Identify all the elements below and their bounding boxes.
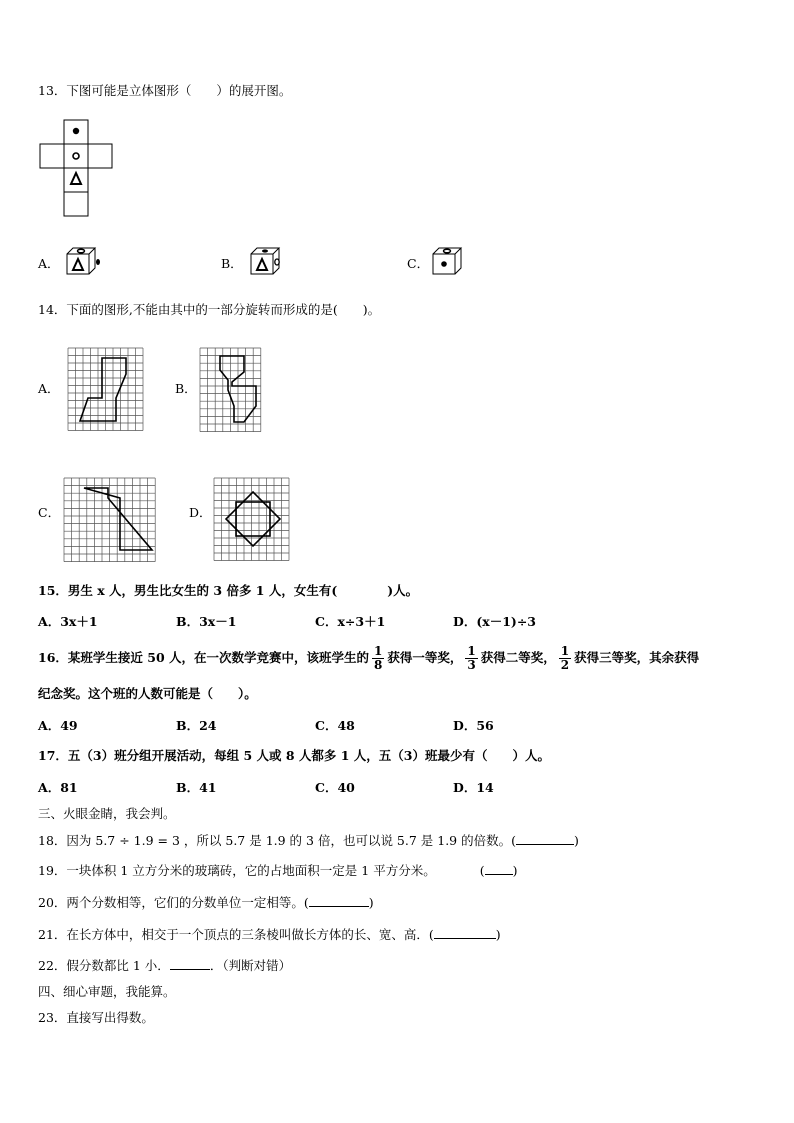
q16-option-c: C．48 xyxy=(315,718,355,733)
answer-blank[interactable] xyxy=(485,862,513,875)
grid-figure-d xyxy=(212,476,290,564)
q14-option-c: C． xyxy=(38,505,61,520)
q16-part2: 获得一等奖， xyxy=(387,650,463,665)
grid-figure-a xyxy=(66,346,150,436)
q13-option-a: A． xyxy=(38,256,60,271)
q15-option-c: C．x÷3＋1 xyxy=(315,614,386,629)
section-3-heading: 三、火眼金睛，我会判。 xyxy=(38,806,176,821)
q13-text: 13．下图可能是立体图形（ ）的展开图。 xyxy=(38,83,292,98)
q16-part4: 获得三等奖，其余获得 xyxy=(574,650,700,665)
grid-lines xyxy=(64,478,155,562)
q14-text: 14．下面的图形,不能由其中的一部分旋转而形成的是( )。 xyxy=(38,302,381,317)
q18: 18．因为 5.7 ÷ 1.9 = 3 ，所以 5.7 是 1.9 的 3 倍，也可以说 5.7 是 1.9 的倍数。( ) xyxy=(38,833,579,848)
q16-option-a: A．49 xyxy=(38,718,78,733)
answer-blank[interactable] xyxy=(434,926,496,939)
q20: 20．两个分数相等，它们的分数单位一定相等。( ) xyxy=(38,895,374,910)
q16-option-d: D．56 xyxy=(453,718,494,733)
cube-b-icon xyxy=(248,246,290,276)
q21: 21．在长方体中，相交于一个顶点的三条棱叫做长方体的长、宽、高．( ) xyxy=(38,927,501,942)
q22: 22．假分数都比 1 小． ．（判断对错） xyxy=(38,958,292,973)
fraction-one-half: $\frac{1}{2}$ xyxy=(560,644,570,672)
q15-option-b: B．3x－1 xyxy=(176,614,237,629)
q17-option-a: A．81 xyxy=(38,780,78,795)
section-4-heading: 四、细心审题，我能算。 xyxy=(38,984,176,999)
q13-option-b: B． xyxy=(221,256,243,271)
q14-option-a: A． xyxy=(38,381,60,396)
ring-icon xyxy=(73,153,79,159)
cube-a-icon xyxy=(64,246,106,276)
q17-option-c: C．40 xyxy=(315,780,355,795)
cube-net-figure xyxy=(38,118,116,218)
fraction-one-third: $\frac{1}{3}$ xyxy=(467,644,476,672)
q17-text: 17．五（3）班分组开展活动，每组 5 人或 8 人都多 1 人，五（3）班最少有（ ）人。 xyxy=(38,748,550,763)
cube-c-icon xyxy=(430,246,472,276)
q17-option-d: D．14 xyxy=(453,780,494,795)
grid-lines xyxy=(68,348,143,431)
q15-option-d: D．(x－1)÷3 xyxy=(453,614,536,629)
grid-lines xyxy=(200,348,261,432)
q23-text: 23．直接写出得数。 xyxy=(38,1010,154,1025)
grid-figure-c xyxy=(62,476,162,564)
fraction-one-eighth: $\frac{1}{8}$ xyxy=(374,644,383,672)
q17-option-b: B．41 xyxy=(176,780,217,795)
q14-option-d: D． xyxy=(189,505,212,520)
q16-line1 xyxy=(38,642,699,674)
q16-part1: 16．某班学生接近 50 人，在一次数学竞赛中，该班学生的 xyxy=(38,650,369,665)
answer-blank[interactable] xyxy=(516,832,574,845)
answer-blank[interactable] xyxy=(309,894,369,907)
q13-option-c: C． xyxy=(407,256,430,271)
q15-option-a: A．3x＋1 xyxy=(38,614,98,629)
triangle-icon xyxy=(71,173,81,184)
dot-icon xyxy=(73,128,79,134)
q16-line2: 纪念奖。这个班的人数可能是（ ）。 xyxy=(38,686,257,701)
q19: 19．一块体积 1 立方分米的玻璃砖，它的占地面积一定是 1 平方分米。 ( ) xyxy=(38,863,518,878)
q16-part3: 获得二等奖， xyxy=(480,650,556,665)
q15-text: 15．男生 x 人，男生比女生的 3 倍多 1 人，女生有( )人。 xyxy=(38,583,419,598)
answer-blank[interactable] xyxy=(170,957,210,970)
q16-option-b: B．24 xyxy=(176,718,217,733)
q14-option-b: B． xyxy=(175,381,197,396)
grid-figure-b xyxy=(198,346,268,436)
